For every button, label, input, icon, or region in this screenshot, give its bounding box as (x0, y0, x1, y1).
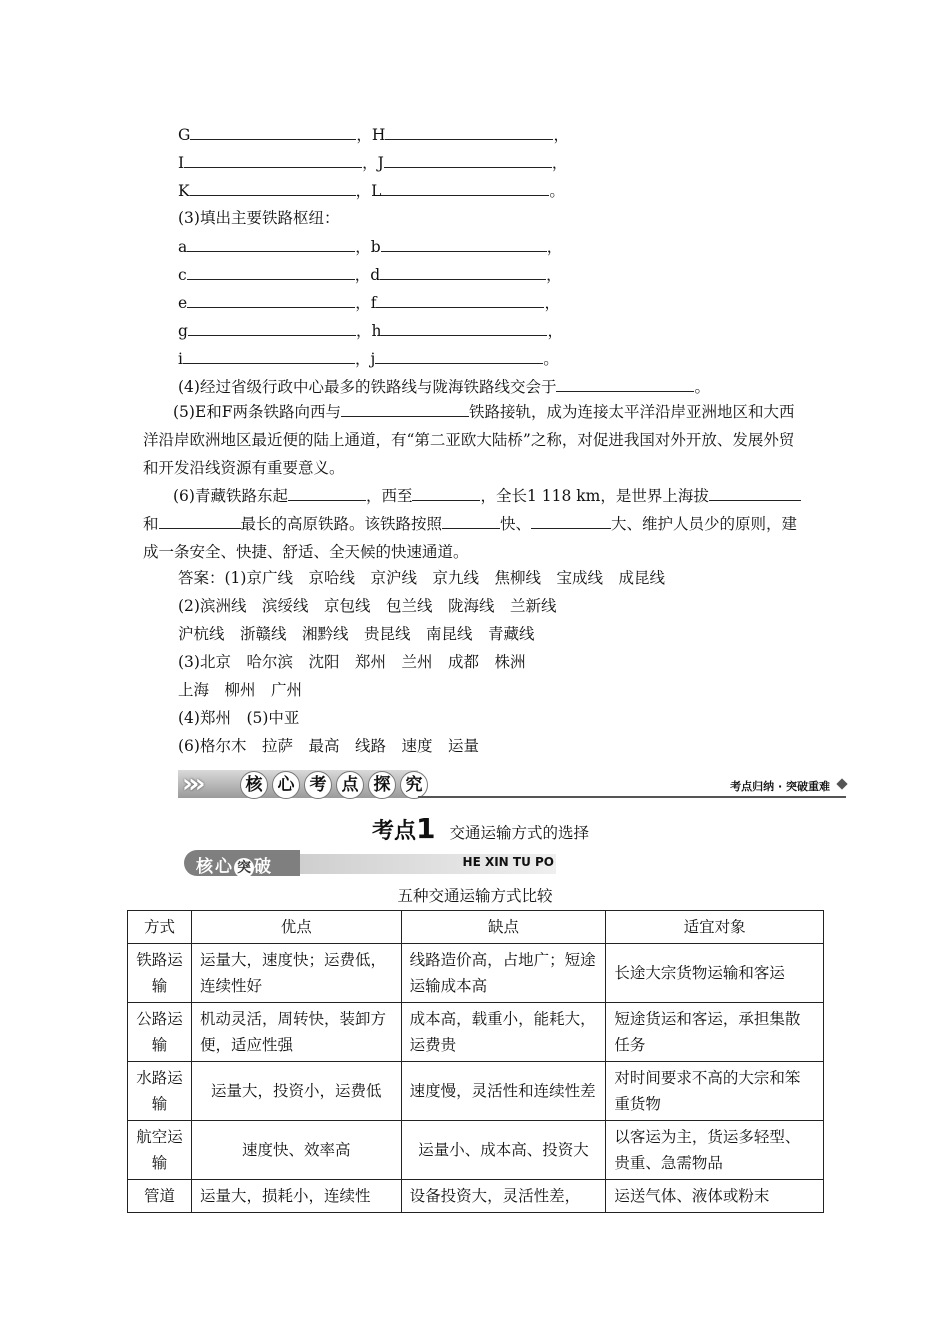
table-cell: 运量小、成本高、投资大 (401, 1121, 606, 1180)
hexin-text: 破 (254, 857, 273, 877)
hub-line-ef: e ，f ， (178, 294, 560, 312)
transport-comparison-table (127, 910, 824, 1213)
banner-char: 核 (240, 771, 268, 799)
banner-rule (418, 796, 846, 798)
kaodian-title: 交通运输方式的选择 (449, 824, 590, 842)
header-cell: 适宜对象 (606, 911, 824, 944)
table-header-row (128, 911, 824, 944)
hexin-circle-char: 突 (234, 858, 254, 878)
table-cell: 机动灵活，周转快，装卸方便，适应性强 (191, 1003, 401, 1062)
q3-title: (3)填出主要铁路枢纽： (178, 209, 340, 227)
banner-subtitle: 考点归纳 · 突破重难 (730, 780, 830, 793)
fill-line-ij: I ，J ， (178, 154, 568, 172)
answer-line: 沪杭线 浙赣线 湘黔线 贵昆线 南昆线 青藏线 (178, 625, 535, 643)
question-6: (6)青藏铁路东起 ，西至 ，全长1 118 km，是世界上海拔和 最长的高原铁路。该铁路按照 快、 大、维护人员少的原则，建成一条安全、快捷、舒适、全天候的快速通道。 (143, 482, 808, 566)
table-row (128, 1180, 824, 1213)
banner-char: 点 (336, 771, 364, 799)
answer-line: 上海 柳州 广州 (178, 681, 303, 699)
question-5: (5)E和F两条铁路向西与 铁路接轨，成为连接太平洋沿岸亚洲地区和大西洋沿岸欧洲地区最近便的陆上通道，有“第二亚欧大陆桥”之称，对促进我国对外开放、发展外贸和开发沿线资源有重要意义。 (143, 403, 795, 477)
table-cell: 管道 (128, 1180, 192, 1213)
table-cell: 运送气体、液体或粉末 (606, 1180, 824, 1213)
header-cell: 缺点 (401, 911, 606, 944)
hexin-tupo-label (178, 850, 558, 876)
answer-line: (4)郑州 (5)中亚 (178, 709, 300, 727)
answer-line: (3)北京 哈尔滨 沈阳 郑州 兰州 成都 株洲 (178, 653, 526, 671)
table-row (128, 944, 824, 1003)
header-cell: 方式 (128, 911, 192, 944)
table-cell: 成本高，载重小，能耗大，运费贵 (401, 1003, 606, 1062)
section-banner (178, 768, 848, 802)
table-cell: 铁路运输 (128, 944, 192, 1003)
table-cell: 运量大，投资小，运费低 (191, 1062, 401, 1121)
table-cell: 速度慢，灵活性和连续性差 (401, 1062, 606, 1121)
answer-line: 答案：(1)京广线 京哈线 京沪线 京九线 焦柳线 宝成线 成昆线 (178, 569, 665, 587)
banner-char: 心 (272, 771, 300, 799)
table-cell: 长途大宗货物运输和客运 (606, 944, 824, 1003)
hexin-text: 核心 (196, 857, 234, 877)
banner-char: 究 (400, 771, 428, 799)
table-cell: 速度快、效率高 (191, 1121, 401, 1180)
table-cell: 线路造价高，占地广；短途运输成本高 (401, 944, 606, 1003)
table-cell: 以客运为主，货运多轻型、贵重、急需物品 (606, 1121, 824, 1180)
table-row (128, 1062, 824, 1121)
kaodian-number: 1 (416, 812, 436, 845)
banner-title (240, 771, 428, 799)
header-cell: 优点 (191, 911, 401, 944)
table-cell: 对时间要求不高的大宗和笨重货物 (606, 1062, 824, 1121)
hexin-pinyin: HE XIN TU PO (462, 855, 554, 869)
table-cell: 运量大，速度快；运费低，连续性好 (191, 944, 401, 1003)
kaodian-heading (372, 812, 589, 845)
hub-line-gh: g ，h ， (178, 322, 563, 340)
question-4: (4)经过省级行政中心最多的铁路线与陇海铁路线交会于 。 (178, 378, 710, 396)
banner-char: 考 (304, 771, 332, 799)
fill-line-kl: K ，L 。 (178, 182, 565, 200)
hub-line-ab: a ，b ， (178, 238, 563, 256)
table-row (128, 1003, 824, 1062)
hub-line-ij: i ，j 。 (178, 350, 559, 368)
double-chevron-icon: »» (182, 769, 196, 799)
kaodian-label: 考点 (372, 819, 417, 844)
table-cell: 航空运输 (128, 1121, 192, 1180)
table-cell: 设备投资大，灵活性差， (401, 1180, 606, 1213)
table-cell: 短途货运和客运，承担集散任务 (606, 1003, 824, 1062)
answer-line: (6)格尔木 拉萨 最高 线路 速度 运量 (178, 737, 479, 755)
diamond-icon (836, 778, 847, 789)
table-cell: 公路运输 (128, 1003, 192, 1062)
table-cell: 运量大，损耗小，连续性 (191, 1180, 401, 1213)
answer-line: (2)滨洲线 滨绥线 京包线 包兰线 陇海线 兰新线 (178, 597, 557, 615)
table-cell: 水路运输 (128, 1062, 192, 1121)
hub-line-cd: c ，d ， (178, 266, 562, 284)
fill-line-gh: G ，H ， (178, 126, 569, 144)
table-caption: 五种交通运输方式比较 (397, 887, 553, 905)
table-row (128, 1121, 824, 1180)
banner-char: 探 (368, 771, 396, 799)
